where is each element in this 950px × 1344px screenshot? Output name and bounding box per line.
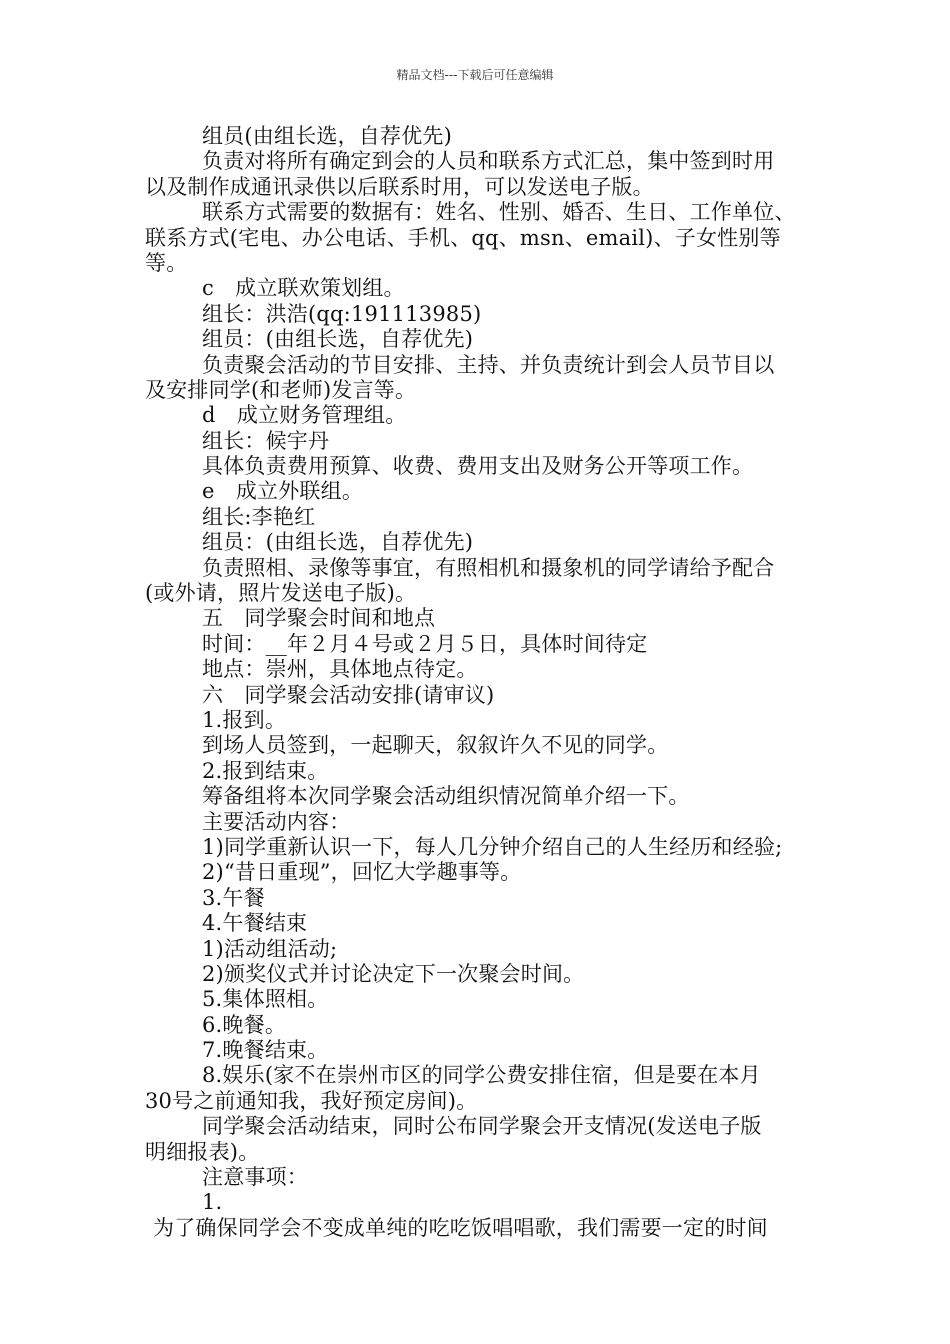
text-line: 五 同学聚会时间和地点	[202, 606, 436, 631]
text-line: 组员(由组长选，自荐优先)	[202, 124, 452, 148]
text-line: 组员：(由组长选，自荐优先)	[202, 327, 474, 352]
text-line: 筹备组将本次同学聚会活动组织情况简单介绍一下。	[202, 784, 690, 809]
text-line: 7.晚餐结束。	[202, 1038, 329, 1063]
text-line: (或外请，照片发送电子版)。	[145, 581, 417, 606]
text-line: c 成立联欢策划组。	[202, 276, 405, 301]
text-line: 及安排同学(和老师)发言等。	[145, 377, 417, 402]
text-line: e 成立外联组。	[202, 479, 364, 504]
text-line: 注意事项：	[202, 1165, 308, 1190]
text-line: 明细报表)。	[145, 1139, 260, 1164]
text-line: 同学聚会活动结束，同时公布同学聚会开支情况(发送电子版	[202, 1114, 762, 1139]
text-line: 时间：__年２月４号或２月５日，具体时间待定	[202, 631, 648, 656]
text-line: 等。	[145, 250, 188, 275]
text-line: 组长：候宇丹	[202, 428, 330, 453]
text-line: 地点：崇州，具体地点待定。	[202, 657, 478, 682]
text-line: 联系方式需要的数据有：姓名、性别、婚否、生日、工作单位、	[202, 200, 796, 225]
text-line: 组长:李艳红	[202, 504, 316, 529]
text-line: 六 同学聚会活动安排(请审议)	[202, 682, 495, 707]
text-line: 具体负责费用预算、收费、费用支出及财务公开等项工作。	[202, 454, 754, 479]
text-line: 组员：(由组长选，自荐优先)	[202, 530, 474, 555]
text-line: 2)“昔日重现”，回忆大学趣事等。	[202, 860, 522, 885]
text-line: 8.娱乐(家不在崇州市区的同学公费安排住宿，但是要在本月	[202, 1063, 761, 1088]
text-line: 主要活动内容：	[202, 809, 351, 834]
text-line: 1.报到。	[202, 707, 287, 732]
text-line: 负责对将所有确定到会的人员和联系方式汇总，集中签到时用	[202, 149, 775, 174]
text-line: 到场人员签到，一起聊天，叙叙许久不见的同学。	[202, 733, 669, 758]
text-line: 1)同学重新认识一下，每人几分钟介绍自己的人生经历和经验;	[202, 834, 783, 859]
text-line: 负责聚会活动的节目安排、主持、并负责统计到会人员节目以	[202, 352, 775, 377]
text-line: 6.晚餐。	[202, 1012, 287, 1037]
page-header: 精品文档---下载后可任意编辑	[396, 68, 554, 82]
text-line: 1.	[202, 1190, 223, 1215]
text-line: 以及制作成通讯录供以后联系时用，可以发送电子版。	[145, 174, 654, 199]
text-line: 4.午餐结束	[202, 911, 308, 936]
text-line: 3.午餐	[202, 885, 265, 910]
text-line: 5.集体照相。	[202, 987, 329, 1012]
document-body	[145, 124, 815, 1241]
text-line: 2.报到结束。	[202, 758, 329, 783]
text-line: 负责照相、录像等事宜，有照相机和摄象机的同学请给予配合	[202, 555, 775, 580]
text-line: 联系方式(宅电、办公电话、手机、qq、msn、email)、子女性别等	[145, 225, 781, 250]
text-line: d 成立财务管理组。	[202, 403, 407, 428]
text-line: 为了确保同学会不变成单纯的吃吃饭唱唱歌，我们需要一定的时间	[153, 1215, 768, 1240]
text-line: 30号之前通知我，我好预定房间)。	[145, 1088, 478, 1113]
text-line: 1)活动组活动;	[202, 936, 338, 961]
text-line: 2)颁奖仪式并讨论决定下一次聚会时间。	[202, 961, 585, 986]
text-line: 组长：洪浩(qq:191113985)	[202, 301, 482, 326]
